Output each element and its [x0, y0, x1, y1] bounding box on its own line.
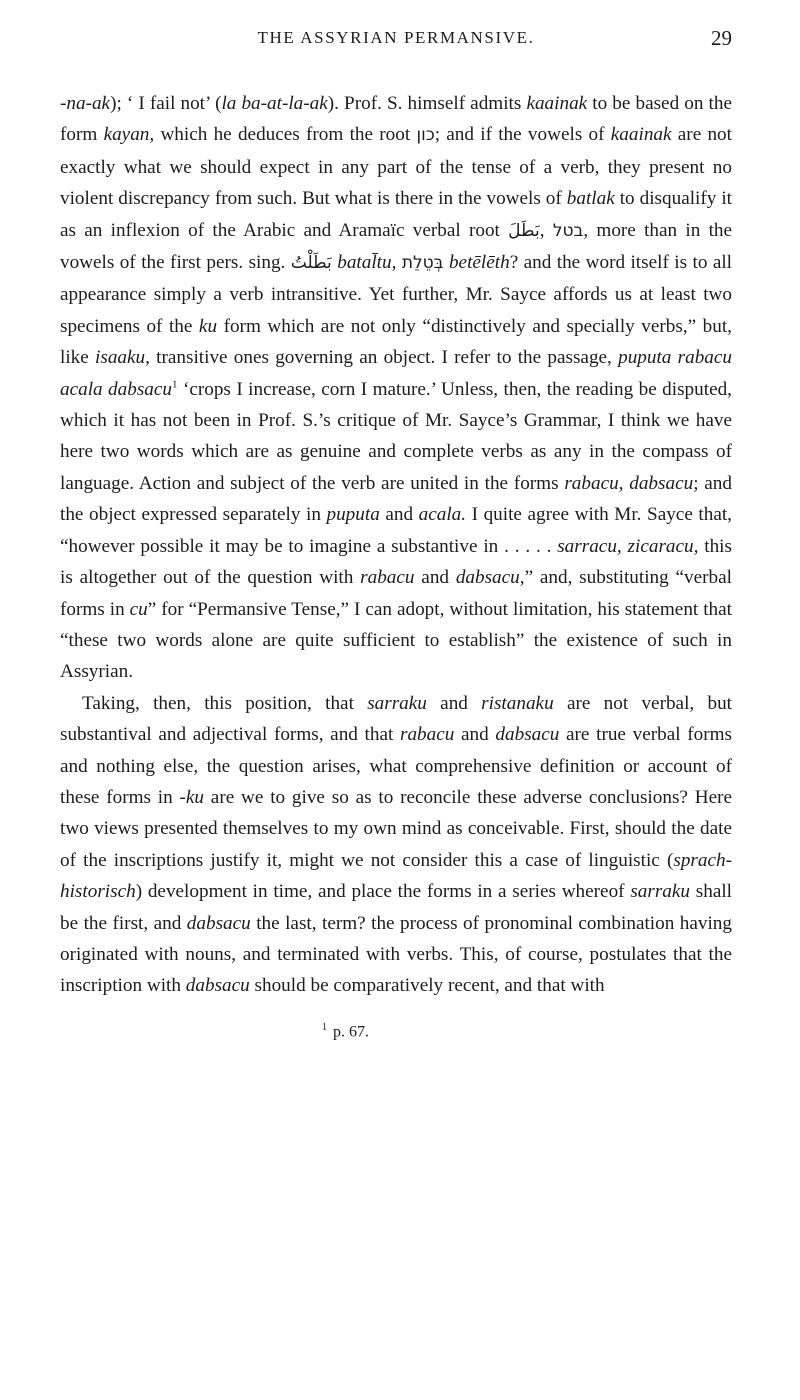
paragraph-1: [60, 88, 732, 688]
text-italic: rabacu: [360, 567, 415, 589]
text-italic: kaainak: [610, 124, 672, 146]
body-text: [60, 88, 732, 1002]
text-run: which he deduces from the root: [154, 124, 417, 146]
running-title: THE ASSYRIAN PERMANSIVE.: [257, 28, 535, 47]
text-italic: -na-ak: [60, 93, 111, 114]
text-italic: puputa rabacu acala dabsacu: [60, 347, 732, 400]
hebrew-form: בְּטֵלֵת: [401, 253, 444, 274]
text-italic: rabacu: [400, 724, 455, 746]
text-italic: dabsacu,: [455, 567, 525, 589]
text-run: shall be the first, and: [60, 881, 732, 934]
text-run: transitive ones governing an object. I refer to the passage,: [149, 347, 619, 369]
text-run: ? and the word itself is to all appearance simply a verb intransitive. Yet further, Mr. Sayce affords us at least two specimens of the: [60, 252, 733, 337]
text-italic: isaaku,: [95, 347, 150, 369]
text-run: , more than in the vowels of the first pers. sing.: [60, 219, 733, 274]
text-run: are not exactly what we should expect in any part of the tense of a verb, they present no violent discrepancy from such. But what is there in the vowels of: [60, 124, 732, 210]
text-run: form which are not only “distinctively and specially verbs,” but, like: [60, 315, 732, 369]
text-run: ; and if the vowels of: [434, 124, 611, 146]
text-run: I quite agree with Mr. Sayce that, “however possible it may be to imagine a substantive in . . . . .: [60, 504, 732, 557]
text-run: are we to give so as to reconcile these adverse conclusions? Here two views presented themselves to my own mind as conceivable. First, should the date of the inscriptions justify it, might we not consider this a case of linguistic (: [60, 786, 733, 871]
text-run: ; and the object expressed separately in: [60, 472, 732, 526]
text-run: ). Prof. S. himself admits: [327, 93, 527, 114]
text-run: ); ‘ I fail not’ (: [110, 93, 222, 114]
text-italic: dabsacu: [186, 912, 251, 934]
text-italic: dabsacu: [495, 724, 560, 746]
text-run: and: [426, 692, 482, 714]
text-run: ) development in time, and place the forms in a series whereof: [135, 881, 631, 903]
text-italic: acala.: [418, 504, 467, 526]
text-run: should be comparatively recent, and that with: [249, 975, 605, 997]
text-italic: batal̄tu,: [337, 252, 397, 274]
text-italic: betēlēth: [448, 252, 510, 274]
footnote-mark: 1: [322, 1021, 327, 1033]
arabic-root: بَطَلَ: [508, 220, 540, 241]
text-run: are not verbal, but substantival and adjectival forms, and that: [60, 692, 732, 746]
text-run: and: [379, 504, 419, 526]
text-run: and: [454, 724, 496, 746]
text-run: to disqualify it as an inflexion of the Arabic and Aramaïc verbal root: [60, 188, 733, 241]
text-italic: cu: [129, 598, 148, 620]
text-italic: la ba-at-la-ak: [221, 93, 328, 114]
page-number: 29: [711, 26, 732, 50]
text-run: and: [414, 567, 456, 589]
text-italic: kaainak: [526, 93, 588, 114]
text-italic: sarracu, zicaracu,: [557, 535, 699, 557]
text-italic: batlak: [566, 188, 615, 210]
text-italic: ku: [198, 315, 218, 337]
arabic-form: بَطَلْتُ: [290, 253, 332, 274]
text-run: to be based on the form: [60, 93, 732, 146]
aramaic-root: בטל: [552, 220, 584, 241]
text-run: ,: [539, 219, 553, 241]
text-run: the last, term? the process of pronominal combination having originated with nouns, and terminated with verbs. This, of course, postulates that the inscription with: [60, 912, 732, 997]
text-italic: puputa: [326, 504, 380, 526]
text-italic: -ku: [179, 786, 205, 808]
hebrew-root: כון: [416, 125, 435, 146]
text-italic: rabacu, dabsacu: [564, 472, 694, 494]
text-italic: ristanaku: [481, 692, 554, 714]
text-run: ” and, substituting “verbal forms in: [60, 567, 732, 620]
text-italic: sarraku: [630, 881, 691, 903]
page-header: [60, 28, 732, 68]
text-run: Taking, then, this position, that: [82, 692, 368, 714]
footnote-reference: 1: [172, 378, 178, 391]
text-italic: sprach-historisch: [60, 849, 732, 903]
footnote-text: p. 67.: [333, 1023, 369, 1041]
text-italic: sarraku: [367, 692, 427, 714]
text-italic: dabsacu: [185, 975, 250, 997]
text-run: this is altogether out of the question with: [60, 535, 732, 589]
paragraph-2: [60, 688, 732, 1002]
text-run: ” for “Permansive Tense,” I can adopt, without limitation, his statement that “these two words alone are quite sufficient to establish” the existence of such in Assyrian.: [60, 598, 732, 683]
footnote: [60, 1022, 732, 1041]
text-italic: kayan,: [103, 124, 155, 146]
text-run: ‘crops I increase, corn I mature.’ Unless, then, the reading be disputed, which it has not been in Prof. S.’s critique of Mr. Sayce’s Grammar, I think we have here two words which are as genuine and complete verbs as any in the compass of language. Action and subject of the verb are united in the forms: [60, 378, 732, 494]
text-run: are true verbal forms and nothing else, the question arises, what comprehensive definition or account of these forms in: [60, 724, 732, 808]
